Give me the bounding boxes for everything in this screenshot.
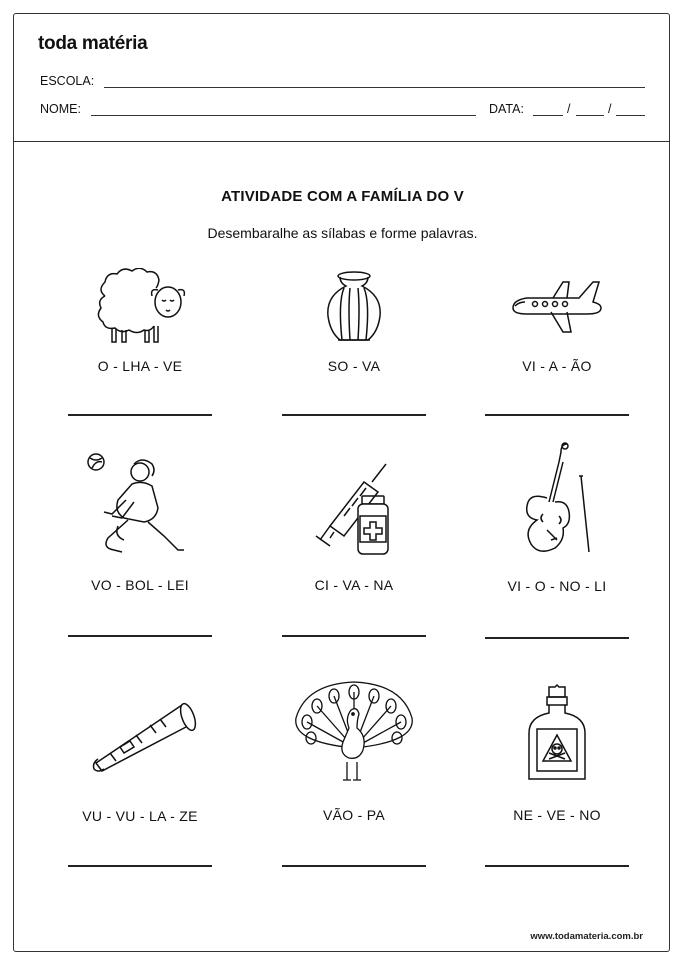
answer-line[interactable] [68,635,212,637]
vaccine-icon [304,460,404,560]
syllables-text: VI - A - ÃO [522,358,592,374]
volleyball-player-icon [78,450,188,570]
syllables-text: CI - VA - NA [314,577,394,593]
violin-icon [507,440,607,560]
date-separator: / [608,102,612,116]
date-year-line[interactable] [616,115,645,116]
activity-instruction: Desembaralhe as sílabas e forme palavras. [207,225,478,241]
vase-icon [304,268,404,348]
syllables-text: VI - O - NO - LI [507,578,607,594]
syllables-text: NE - VE - NO [513,807,601,823]
date-day-line[interactable] [533,115,563,116]
answer-line[interactable] [485,865,629,867]
answer-line[interactable] [282,865,426,867]
sheep-icon [90,268,190,348]
answer-line[interactable] [485,637,629,639]
answer-line[interactable] [282,414,426,416]
poison-bottle-icon [507,683,607,783]
date-label: DATA: [489,102,524,116]
name-label: NOME: [40,102,81,116]
syllables-text: VU - VU - LA - ZE [82,808,198,824]
syllables-text: SO - VA [327,358,381,374]
name-input-line[interactable] [91,115,476,116]
date-month-line[interactable] [576,115,604,116]
school-label: ESCOLA: [40,74,95,88]
date-separator: / [567,102,571,116]
peacock-icon [289,678,419,788]
activity-title: ATIVIDADE COM A FAMÍLIA DO V [221,188,464,205]
footer-website[interactable]: www.todamateria.com.br [530,931,643,942]
vuvuzela-icon [80,695,200,785]
answer-line[interactable] [68,865,212,867]
syllables-text: O - LHA - VE [97,358,183,374]
brand-logo: toda matéria [38,33,148,54]
answer-line[interactable] [282,635,426,637]
header-divider [13,141,670,142]
airplane-icon [507,268,607,348]
answer-line[interactable] [68,414,212,416]
syllables-text: VO - BOL - LEI [91,577,189,593]
syllables-text: VÃO - PA [322,807,386,823]
school-input-line[interactable] [104,87,645,88]
answer-line[interactable] [485,414,629,416]
